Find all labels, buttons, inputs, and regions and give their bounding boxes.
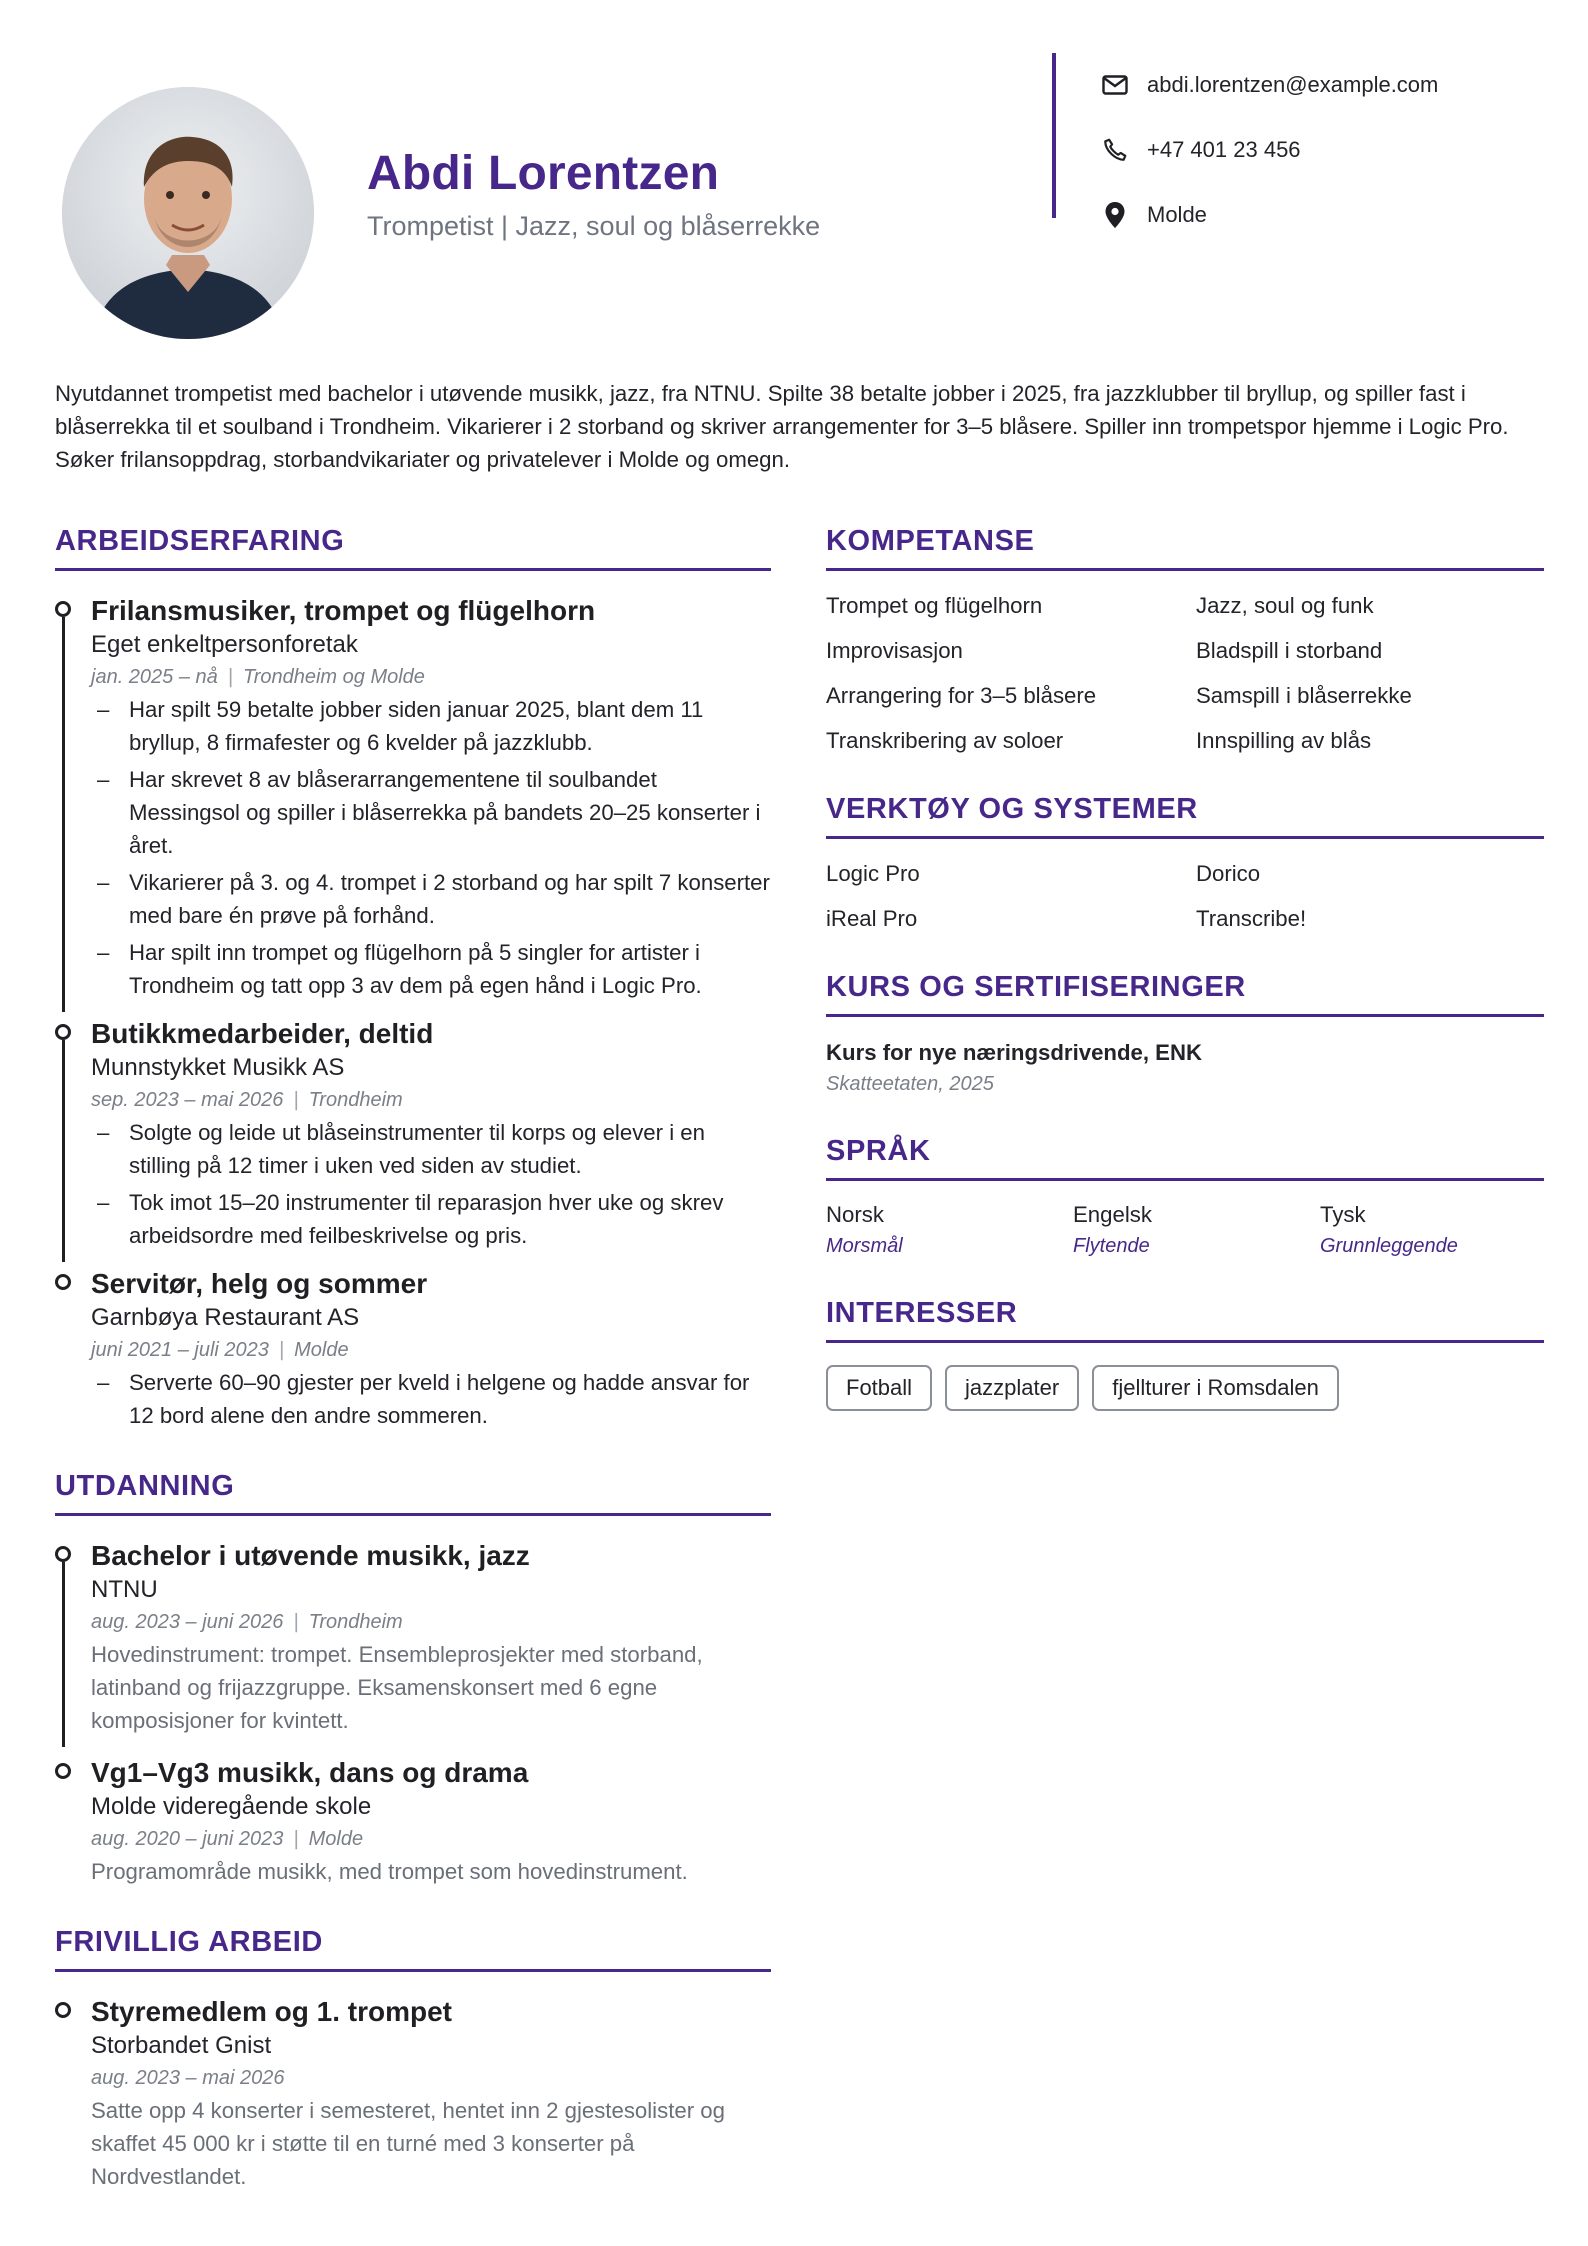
degree-title: Bachelor i utøvende musikk, jazz bbox=[91, 1540, 530, 1571]
job-title: Frilansmusiker, trompet og flügelhorn bbox=[91, 595, 596, 626]
job-meta bbox=[91, 1084, 771, 1116]
job-dates: sep. 2023 – mai 2026 bbox=[91, 1089, 284, 1111]
interest-chips bbox=[826, 1365, 1544, 1411]
language-level: Grunnleggende bbox=[1320, 1235, 1458, 1257]
interest-chip: jazzplater bbox=[945, 1365, 1079, 1411]
job-title: Butikkmedarbeider, deltid bbox=[91, 1018, 434, 1049]
education-entry bbox=[55, 1538, 771, 1737]
meta-separator: | bbox=[293, 1828, 299, 1850]
job-place: Trondheim og Molde bbox=[242, 666, 425, 688]
email-text: abdi.lorentzen@example.com bbox=[1147, 71, 1439, 97]
timeline-dot bbox=[55, 1024, 71, 1040]
skill-item: Bladspill i storband bbox=[1196, 638, 1383, 663]
profile-summary: Nyutdannet trompetist med bachelor i utøvende musikk, jazz, fra NTNU. Spilte 38 betalte jobber i 2025, fra jazzklubber til bryllup, og spiller fast i blåserrekka til et soulband i Trondheim. Vikarierer i 2 storband og skriver arrangementer for 3–5 blåsere. Spiller inn trompetspor hjemme i Logic Pro. Søker frilansoppdrag, storbandvikariater og privatelever i Molde og omegn. bbox=[55, 381, 1509, 472]
job-bullets bbox=[91, 693, 771, 1002]
skill-item: Jazz, soul og funk bbox=[1196, 593, 1374, 618]
phone-text: +47 401 23 456 bbox=[1147, 136, 1301, 162]
job-meta bbox=[91, 661, 771, 693]
contact-email[interactable] bbox=[1100, 52, 1438, 117]
tool-item: Transcribe! bbox=[1196, 906, 1307, 931]
language-item bbox=[826, 1199, 1073, 1261]
section-heading-experience: ARBEIDSERFARING bbox=[55, 525, 771, 571]
section-heading-tools: VERKTØY OG SYSTEMER bbox=[826, 793, 1544, 839]
education-dates: aug. 2023 – juni 2026 bbox=[91, 1611, 284, 1633]
language-name: Tysk bbox=[1320, 1202, 1366, 1227]
tool-item: Dorico bbox=[1196, 861, 1261, 886]
meta-separator: | bbox=[278, 1339, 285, 1361]
contact-divider bbox=[1052, 53, 1056, 218]
timeline-dot bbox=[55, 601, 71, 617]
tools-grid bbox=[826, 857, 1544, 935]
skill-item: Transkribering av soloer bbox=[826, 728, 1064, 753]
education-timeline bbox=[55, 1538, 771, 1888]
skill-item: Arrangering for 3–5 blåsere bbox=[826, 683, 1097, 708]
timeline-dot bbox=[55, 1274, 71, 1290]
job-bullet: – Har skrevet 8 av blåserarrangementene til soulbandet Messingsol og spiller i blåserrekka på bandets 20–25 konserter i året. bbox=[91, 763, 771, 862]
job-meta bbox=[91, 1334, 771, 1366]
section-heading-courses: KURS OG SERTIFISERINGER bbox=[826, 971, 1544, 1017]
timeline-dot bbox=[55, 1546, 71, 1562]
timeline-dot bbox=[55, 1763, 71, 1779]
timeline-line bbox=[62, 1040, 65, 1262]
section-heading-education: UTDANNING bbox=[55, 1470, 771, 1516]
location-text: Molde bbox=[1147, 201, 1207, 227]
degree-title: Vg1–Vg3 musikk, dans og drama bbox=[91, 1757, 529, 1788]
languages-grid bbox=[826, 1199, 1544, 1261]
skill-item: Samspill i blåserrekke bbox=[1196, 683, 1412, 708]
education-entry bbox=[55, 1755, 771, 1888]
right-column bbox=[826, 525, 1544, 1411]
education-meta bbox=[91, 1606, 771, 1638]
experience-timeline bbox=[55, 593, 771, 1432]
left-column bbox=[55, 525, 771, 2193]
education-place: Molde bbox=[308, 1828, 364, 1850]
skill-item: Trompet og flügelhorn bbox=[826, 593, 1043, 618]
location-pin-icon bbox=[1100, 200, 1130, 230]
job-place: Trondheim bbox=[308, 1089, 403, 1111]
job-bullet: – Serverte 60–90 gjester per kveld i helgene og hadde ansvar for 12 bord alene den andre sommeren. bbox=[91, 1366, 771, 1432]
volunteer-org: Storbandet Gnist bbox=[91, 2032, 272, 2059]
job-title: Servitør, helg og sommer bbox=[91, 1268, 428, 1299]
meta-separator: | bbox=[293, 1089, 299, 1111]
contact-phone[interactable] bbox=[1100, 117, 1438, 182]
tool-item: iReal Pro bbox=[826, 906, 918, 931]
language-level: Flytende bbox=[1073, 1235, 1150, 1257]
job-place: Molde bbox=[294, 1339, 349, 1361]
section-heading-interests: INTERESSER bbox=[826, 1297, 1544, 1343]
timeline-line bbox=[62, 617, 65, 1012]
skill-item: Innspilling av blås bbox=[1196, 728, 1372, 753]
mail-icon bbox=[1100, 70, 1130, 100]
volunteer-entry bbox=[55, 1994, 771, 2193]
contact-location bbox=[1100, 182, 1438, 247]
job-bullet: – Har spilt 59 betalte jobber siden januar 2025, blant dem 11 bryllup, 8 firmafester og 6 kvelder på jazzklubb. bbox=[91, 693, 771, 759]
job-dates: jan. 2025 – nå bbox=[91, 666, 218, 688]
section-heading-languages: SPRÅK bbox=[826, 1135, 1544, 1181]
meta-separator: | bbox=[293, 1611, 299, 1633]
volunteer-description: Satte opp 4 konserter i semesteret, hentet inn 2 gjestesolister og skaffet 45 000 kr i støtte til en turné med 3 konserter på Nordvestlandet. bbox=[91, 2098, 725, 2189]
skills-grid bbox=[826, 589, 1544, 757]
language-name: Engelsk bbox=[1073, 1202, 1152, 1227]
employer: Munnstykket Musikk AS bbox=[91, 1054, 345, 1081]
skill-item: Improvisasjon bbox=[826, 638, 963, 663]
job-bullets bbox=[91, 1366, 771, 1432]
job-bullet: – Solgte og leide ut blåseinstrumenter til korps og elever i en stilling på 12 timer i uken ved siden av studiet. bbox=[91, 1116, 771, 1182]
job-bullet: – Tok imot 15–20 instrumenter til reparasjon hver uke og skrev arbeidsordre med feilbeskrivelse og pris. bbox=[91, 1186, 771, 1252]
meta-separator: | bbox=[227, 666, 233, 688]
experience-entry bbox=[55, 1016, 771, 1252]
education-place: Trondheim bbox=[308, 1611, 403, 1633]
education-meta bbox=[91, 1823, 771, 1855]
timeline-line bbox=[62, 1562, 65, 1747]
experience-entry bbox=[55, 1266, 771, 1432]
volunteer-dates: aug. 2023 – mai 2026 bbox=[91, 2067, 285, 2089]
candidate-name: Abdi Lorentzen bbox=[367, 147, 720, 200]
employer: Garnbøya Restaurant AS bbox=[91, 1304, 360, 1331]
interest-chip: Fotball bbox=[826, 1365, 932, 1411]
phone-icon bbox=[1100, 135, 1130, 165]
education-description: Programområde musikk, med trompet som hovedinstrument. bbox=[91, 1859, 688, 1884]
course-title: Kurs for nye næringsdrivende, ENK bbox=[826, 1040, 1203, 1065]
section-heading-skills: KOMPETANSE bbox=[826, 525, 1544, 571]
school: NTNU bbox=[91, 1576, 158, 1603]
experience-entry bbox=[55, 593, 771, 1002]
job-bullet: – Har spilt inn trompet og flügelhorn på 5 singler for artister i Trondheim og tatt opp 3 av dem på egen hånd i Logic Pro. bbox=[91, 936, 771, 1002]
school: Molde videregående skole bbox=[91, 1793, 372, 1820]
candidate-title: Trompetist | Jazz, soul og blåserrekke bbox=[367, 211, 821, 241]
volunteer-timeline bbox=[55, 1994, 771, 2193]
tool-item: Logic Pro bbox=[826, 861, 920, 886]
job-bullet: – Vikarierer på 3. og 4. trompet i 2 storband og har spilt 7 konserter med bare én prøve på forhånd. bbox=[91, 866, 771, 932]
language-item bbox=[1320, 1199, 1544, 1261]
profile-photo bbox=[62, 87, 314, 339]
contact-info bbox=[1100, 52, 1438, 247]
language-level: Morsmål bbox=[826, 1235, 903, 1257]
interest-chip: fjellturer i Romsdalen bbox=[1092, 1365, 1339, 1411]
volunteer-title: Styremedlem og 1. trompet bbox=[91, 1996, 452, 2027]
job-dates: juni 2021 – juli 2023 bbox=[91, 1339, 269, 1361]
timeline-dot bbox=[55, 2002, 71, 2018]
language-item bbox=[1073, 1199, 1320, 1261]
education-dates: aug. 2020 – juni 2023 bbox=[91, 1828, 284, 1850]
education-description: Hovedinstrument: trompet. Ensembleprosjekter med storband, latinband og frijazzgruppe. Eksamenskonsert med 6 egne komposisjoner for kvintett. bbox=[91, 1642, 703, 1733]
course-issuer: Skatteetaten, 2025 bbox=[826, 1073, 994, 1095]
language-name: Norsk bbox=[826, 1202, 884, 1227]
employer: Eget enkeltpersonforetak bbox=[91, 631, 358, 658]
job-bullets bbox=[91, 1116, 771, 1252]
section-heading-volunteer: FRIVILLIG ARBEID bbox=[55, 1926, 771, 1972]
